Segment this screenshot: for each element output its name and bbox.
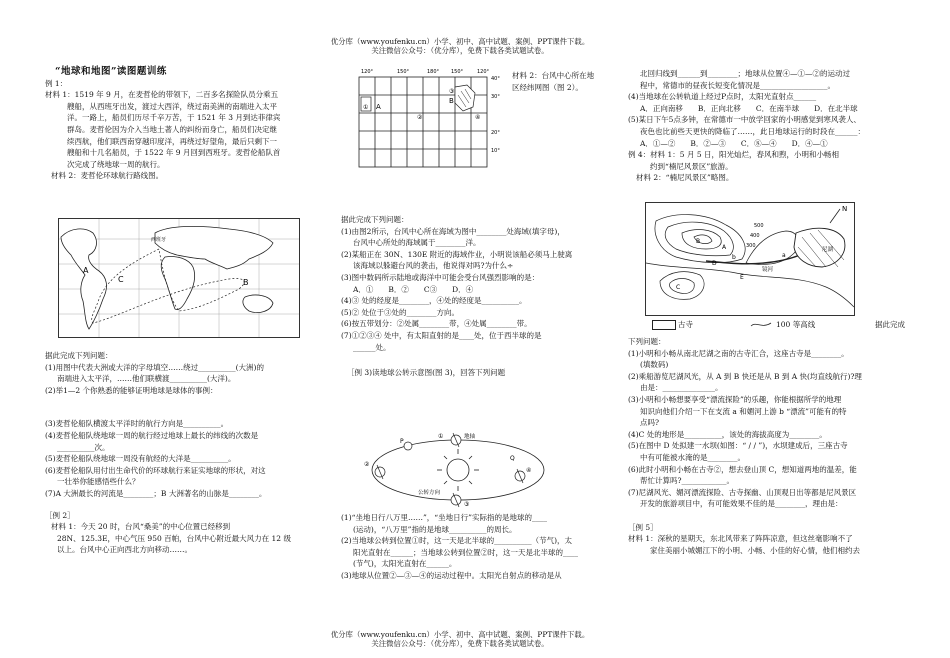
column-2-orbit-questions bbox=[341, 512, 628, 582]
map-label-a: A bbox=[83, 266, 89, 275]
complete-prompt: 下列问题： bbox=[628, 337, 666, 346]
land-patch-2 bbox=[455, 85, 475, 111]
header-line-2: 关注微信公众号：（优分库），免费下载各类试题试卷。 bbox=[371, 46, 549, 55]
temple-legend-icon bbox=[652, 320, 676, 330]
grid-label-1: ① bbox=[363, 104, 369, 111]
question-line: 由是：______________。 bbox=[640, 383, 723, 393]
material-1-line: 续西航，他们联西南穿越印度洋，再绕过好望角，最后只剩下一 bbox=[67, 136, 277, 146]
lake-shape bbox=[794, 228, 845, 267]
question-line: (1)用图中代表大洲或大洋的字母填空……绕过__________(大洲)的 bbox=[45, 362, 264, 372]
question-line: (1)由图2所示，台风中心所在海域为图中________处海域(填字母)， bbox=[341, 226, 565, 236]
orbit-label-p: P bbox=[400, 438, 404, 445]
question-line: (3)图中数码所示陆地或海洋中可能会受台风强烈影响的是： bbox=[341, 272, 540, 282]
lat-label: 10° bbox=[491, 148, 500, 154]
orbit-label-1: ① bbox=[438, 433, 444, 440]
question-line: (5)某日下午5点多钟，在常德市一中放学回家的小明感觉到寒风袭人、 bbox=[628, 115, 861, 125]
question-line: ______处。 bbox=[353, 342, 391, 352]
example-4-line: 约到“楠尼风景区”旅游。 bbox=[650, 161, 733, 171]
sun-icon bbox=[447, 459, 469, 481]
map-label-small-a: a bbox=[782, 252, 786, 259]
question-line: (1)小明和小畅从南北尼湖之南的古寺汇合，这座古寺是________。 bbox=[628, 348, 849, 358]
question-line: (5)麦哲伦船队绕地球一周没有航经的大洋是__________。 bbox=[45, 454, 236, 464]
question-options: A．正向南移 B．正向北移 C．在南半球 D．在北半球 bbox=[640, 103, 858, 113]
question-line: (7)尼湖风光、媚河漂流探险、古寺探幽、山顶观日出等都是尼风景区 bbox=[628, 487, 857, 497]
example-2-line: 材料 1：今天 20 时，台风“桑美”的中心位置已经移到 bbox=[51, 522, 231, 532]
question-line: 程中，常德市的昼夜长短变化情况是__________________。 bbox=[640, 80, 835, 90]
question-line: 南端进入太平洋，……他们联横渡__________(大洋)。 bbox=[57, 374, 236, 384]
material-2-caption: 材料 2：麦哲伦环球航行路线图。 bbox=[51, 171, 164, 181]
temple-legend-label: 古寺 bbox=[678, 320, 693, 329]
contour-label-300: 300 bbox=[746, 243, 756, 249]
material-1-line: 艘船和十几名船员，于 1522 年 9 月回到西班牙。麦哲伦船队首 bbox=[67, 148, 281, 158]
page-title: “地球和地图”读图题训练 bbox=[55, 66, 167, 77]
lat-label: 40° bbox=[491, 76, 500, 82]
earth-orbit-figure bbox=[360, 430, 560, 508]
river-label: 镜河 bbox=[762, 267, 774, 273]
material-1-line: 次完成了绕地球一周的航行。 bbox=[67, 159, 165, 169]
magellan-route-map bbox=[58, 218, 300, 338]
lat-label: 30° bbox=[491, 94, 500, 100]
material-1-line: 群岛。麦哲伦因为介入当地土著人的纠纷而身亡，船员们决定继 bbox=[67, 124, 277, 134]
question-line: (4)③ 处的经度是________，④处的经度是__________。 bbox=[341, 296, 527, 306]
grid-caption-line: 材料 2：台风中心所在地 bbox=[512, 71, 595, 80]
map-label-c: C bbox=[676, 284, 681, 291]
question-line: (4)麦哲伦船队绕地球一周的航行经过地球上最长的纬线的次数是 bbox=[45, 430, 259, 440]
footer-line-1: 优分库（www.youfenku.cn）小学、初中、高中试题、案例、PPT课件下载。 bbox=[330, 630, 590, 639]
lon-label: 120° bbox=[477, 69, 490, 75]
lon-label: 150° bbox=[451, 69, 464, 75]
question-line: 阳光直射在______；当地球公转到位置②时，这一天是北半球的____ bbox=[353, 547, 578, 557]
north-arrow bbox=[830, 209, 840, 223]
contour-label-400: 400 bbox=[750, 233, 760, 239]
map-label-b: B bbox=[696, 238, 701, 245]
example-2-label: ［例 2］ bbox=[45, 510, 75, 520]
example-2-line: 以上。台风中心正向西北方向移动……。 bbox=[57, 545, 192, 555]
world-map-svg bbox=[59, 219, 299, 337]
question-line: (5)② 处位于③处的________方向。 bbox=[341, 307, 460, 317]
lat-label: 20° bbox=[491, 130, 500, 136]
question-line: (6)按五带划分：②处属________带，④处属________带。 bbox=[341, 319, 532, 329]
grid-caption-line: 区经纬网图（图 2）。 bbox=[512, 82, 583, 92]
orbit-label-2: ② bbox=[364, 461, 370, 468]
example-5-line: 材料 1：深秋的星期天，东北风带来了阵阵凉意，但这丝毫影响不了 bbox=[628, 534, 853, 544]
lon-label: 120° bbox=[361, 69, 374, 75]
contour-line bbox=[669, 279, 694, 294]
material-1-line: 材料 1：1519 年 9 月，在麦哲伦的带领下，二百多名探险队员分乘五 bbox=[45, 90, 279, 100]
question-line: (3)麦哲伦船队横渡太平洋时的航行方向是__________。 bbox=[45, 419, 229, 429]
question-line: 该海域以躲避台风的袭击，他说得对吗?为什么÷ bbox=[353, 261, 514, 271]
column-3-questions bbox=[628, 336, 920, 556]
question-line: 台风中心所处的海域属于________洋。 bbox=[353, 238, 481, 248]
orbit-label-3: ③ bbox=[464, 501, 470, 508]
example-2-line: 28N、125.3E，中心气压 950 百帕，台风中心附近最大风力在 12 级 bbox=[57, 533, 291, 543]
question-line: 夜色也比前些天更快的降临了……，此日地球运行的时段在______： bbox=[640, 126, 865, 136]
typhoon-grid-figure bbox=[355, 67, 505, 172]
orbit-direction-label: 公转方向 bbox=[418, 490, 441, 496]
map-label-e: E bbox=[740, 274, 744, 281]
question-line: (4)C 处的地形是__________，该处的海拔高度为________。 bbox=[628, 429, 827, 439]
question-line: (5)在图中 D 处拟建一水坝(如图：“ / / ”)，水坝建成后，三座古寺 bbox=[628, 441, 848, 451]
map-label-b: B bbox=[243, 278, 249, 287]
question-line: 开发的旅游项目中，有可能效果不佳的是________，理由是： bbox=[640, 499, 843, 509]
orbit-label-4: ④ bbox=[526, 467, 532, 474]
question-line: (1)“坐地日行八万里……”，“坐地日行”实际指的是地球的____ bbox=[341, 513, 547, 522]
scenic-area-map bbox=[645, 202, 855, 316]
material-1-line: 洋。一路上，船员们历尽千辛万苦，于 1521 年 3 月到达菲律宾 bbox=[67, 113, 281, 123]
contour-legend-label: 100 等高线 bbox=[776, 320, 816, 329]
example-1-label: 例 1： bbox=[45, 78, 68, 88]
page-footer bbox=[210, 630, 710, 648]
map-label-spain: 西班牙 bbox=[151, 237, 167, 243]
column-1-questions bbox=[45, 350, 340, 556]
example-3-label: ［例 3)读地球公转示意图(图 3)，回答下列问题 bbox=[347, 368, 506, 378]
legend-tail-text: 据此完成 bbox=[875, 320, 905, 329]
header-line-1: 优分库（www.youfenku.cn）小学、初中、高中试题、案例、PPT课件下载。 bbox=[330, 37, 590, 46]
map-label-a: A bbox=[722, 244, 727, 251]
example-4-line: 例 4：材料 1：5 月 5 日，阳光灿烂，春风和煦，小明和小畅相 bbox=[628, 150, 840, 160]
complete-prompt: 据此完成下列问题： bbox=[45, 351, 113, 360]
orbit-svg bbox=[360, 430, 560, 508]
map-legend bbox=[650, 318, 920, 332]
question-line: (6)此时小明和小畅在古寺②，想去登山顶 C，想知道两地的温差，能 bbox=[628, 464, 857, 474]
earth-position-icon bbox=[404, 442, 412, 450]
example-5-label: ［例 5］ bbox=[628, 522, 658, 532]
question-line: (6)麦哲伦船队用付出生命代价的环球航行来证实地球的形状，对这 bbox=[45, 465, 266, 475]
question-line: (4)当地球在公转轨道上经过P点时，太阳光直射点______ bbox=[628, 92, 817, 102]
question-line: (7)①②③④ 处中，有太阳直射的是____处，位于西半球的是 bbox=[341, 330, 542, 340]
map-label-d: D bbox=[712, 260, 717, 267]
question-line: (3)小明和小畅想要享受“漂流探险”的乐趣，你能根据所学的地理 bbox=[628, 394, 842, 404]
grid-figure-caption bbox=[512, 70, 627, 93]
question-line: 中有可能被水淹的是________。 bbox=[640, 452, 745, 462]
axis-label: 地轴 bbox=[464, 434, 476, 440]
contour-line bbox=[682, 230, 721, 249]
question-options: A．①—② B．②—③ C．⑧—④ D．④—① bbox=[640, 138, 828, 148]
contour-map-svg bbox=[646, 203, 854, 315]
material-1-line: 艘船，从西班牙出发，渡过大西洋，绕过南美洲的南端进入太平 bbox=[67, 101, 277, 111]
question-line: (节气)，太阳光直射在______。 bbox=[353, 559, 457, 569]
grid-label-a: A bbox=[376, 103, 381, 111]
lon-label: 180° bbox=[427, 69, 440, 75]
complete-prompt: 据此完成下列问题： bbox=[341, 215, 409, 224]
column-1 bbox=[45, 66, 340, 182]
footer-line-2: 关注微信公众号：（优分库），免费下载各类试题试卷。 bbox=[371, 639, 549, 648]
question-line: (2)某船正在 30N、130E 附近的海域作业，小明说该船必须马上驶离 bbox=[341, 249, 573, 259]
question-line: 帮忙计算吗?____________。 bbox=[640, 476, 735, 486]
column-3-top bbox=[628, 68, 920, 184]
spacer-line bbox=[628, 510, 920, 522]
question-line: (3)地球从位置②—③—④的运动过程中。太阳光自射点的移动是从 bbox=[341, 570, 562, 580]
contour-line bbox=[660, 272, 704, 300]
question-line: 知识向他们介绍一下在支流 a 和媚河上游 b “漂流”可能有的特 bbox=[640, 406, 847, 416]
question-options: A．① B．② C③ D．④ bbox=[353, 284, 474, 294]
australia-shape bbox=[243, 295, 273, 313]
question-line: (运动)，“八万里”指的是地球__________的周长。 bbox=[353, 524, 517, 534]
grid-label-3: ③ bbox=[449, 88, 455, 95]
question-line: 点吗? bbox=[640, 418, 660, 428]
north-label: N bbox=[842, 205, 848, 213]
question-line: (2)当地球公转到位置①时，这一天是北半球的__________（节气)，太 bbox=[341, 536, 573, 546]
orbit-label-q: Q bbox=[510, 455, 515, 462]
question-line: __________次。 bbox=[57, 442, 110, 452]
question-line: (填数码) bbox=[640, 360, 669, 370]
grid-label-2: ② bbox=[417, 114, 423, 121]
map-label-small-b: b bbox=[732, 254, 736, 261]
map-label-c: C bbox=[118, 275, 124, 284]
contour-label-500: 500 bbox=[754, 223, 764, 229]
example-4-line: 材料 2：“楠尼风景区”略图。 bbox=[636, 173, 734, 183]
question-line: 北回归线到______到________；地球从位置④—①—②的运动过 bbox=[640, 69, 850, 78]
example-5-line: 家住美丽小城媚江下的小明、小畅、小佳的好心情，他们相约去 bbox=[650, 545, 860, 555]
question-line: (2)举1—2 个你熟悉的能够证明地球是球体的事例： bbox=[45, 385, 218, 395]
lake-label: 尼湖 bbox=[822, 247, 834, 253]
page-header bbox=[210, 37, 710, 55]
question-line: 一壮举你能感悟些什么？ bbox=[57, 477, 140, 487]
grid-label-b: B bbox=[449, 97, 454, 105]
grid-label-4: ④ bbox=[475, 114, 481, 121]
question-line: (7)A 大洲最长的河流是________；B 大洲著名的山脉是________。 bbox=[45, 488, 267, 498]
contour-legend-icon bbox=[750, 320, 772, 330]
lat-lon-grid-svg bbox=[355, 67, 505, 172]
question-line: (2)乘船游览尼湖风光，从 A 到 B 快还是从 B 到 A 快(均直线航行)?理 bbox=[628, 371, 862, 381]
lon-label: 150° bbox=[397, 69, 410, 75]
column-2-questions bbox=[341, 214, 628, 379]
